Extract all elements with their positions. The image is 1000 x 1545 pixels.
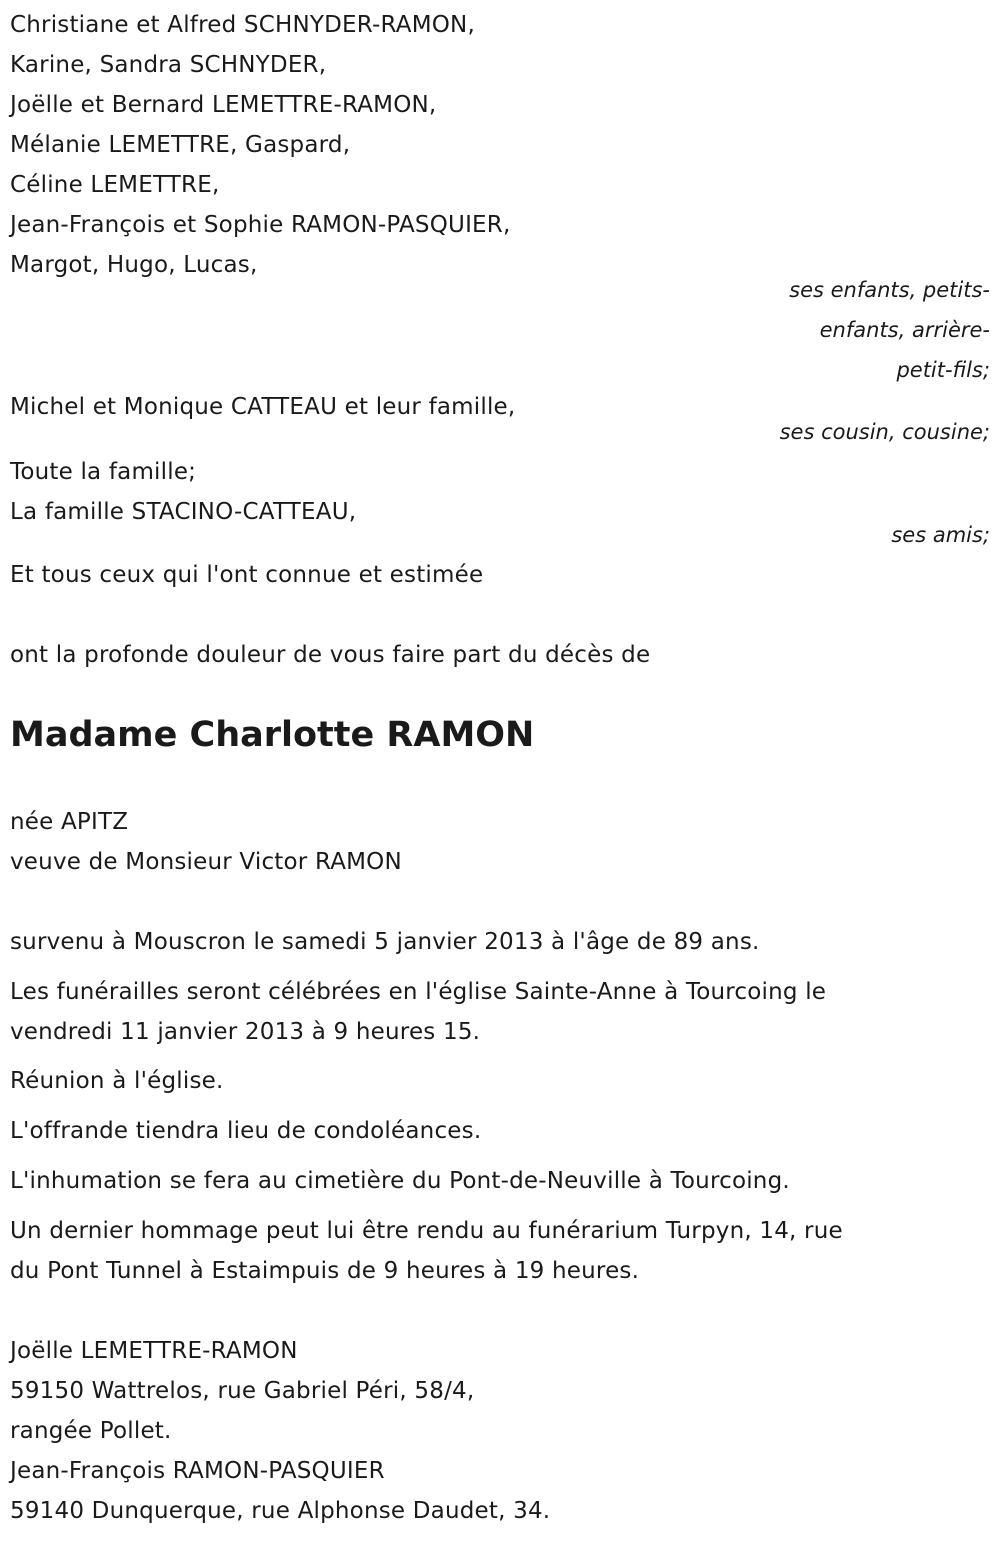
detail-line: Les funérailles seront célébrées en l'église Sainte-Anne à Tourcoing le — [10, 979, 827, 1005]
family-line: Jean-François et Sophie RAMON-PASQUIER, — [10, 212, 511, 238]
announce-line: ont la profonde douleur de vous faire part du décès de — [10, 642, 651, 668]
address-line: 59140 Dunquerque, rue Alphonse Daudet, 34. — [10, 1498, 551, 1524]
others-line: Et tous ceux qui l'ont connue et estimée — [10, 562, 484, 588]
family-line: Mélanie LEMETTRE, Gaspard, — [10, 132, 351, 158]
deceased-name: Madame Charlotte RAMON — [10, 715, 535, 755]
role-cousins: ses cousin, cousine; — [779, 420, 990, 444]
address-line: Jean-François RAMON-PASQUIER — [10, 1458, 385, 1484]
role-children: petit-fils; — [896, 358, 990, 382]
role-children: ses enfants, petits- — [789, 278, 990, 302]
widow-line: veuve de Monsieur Victor RAMON — [10, 849, 402, 875]
family-line: Christiane et Alfred SCHNYDER-RAMON, — [10, 12, 475, 38]
born-line: née APITZ — [10, 809, 129, 835]
family-line: Céline LEMETTRE, — [10, 172, 220, 198]
family-line: Joëlle et Bernard LEMETTRE-RAMON, — [10, 92, 437, 118]
address-line: Joëlle LEMETTRE-RAMON — [10, 1338, 298, 1364]
friends-line: La famille STACINO-CATTEAU, — [10, 499, 357, 525]
family-line: Margot, Hugo, Lucas, — [10, 252, 258, 278]
detail-line: L'inhumation se fera au cimetière du Pont-de-Neuville à Tourcoing. — [10, 1168, 790, 1194]
detail-line: survenu à Mouscron le samedi 5 janvier 2013 à l'âge de 89 ans. — [10, 929, 760, 955]
address-line: rangée Pollet. — [10, 1418, 172, 1444]
detail-line: du Pont Tunnel à Estaimpuis de 9 heures à 19 heures. — [10, 1258, 640, 1284]
detail-line: L'offrande tiendra lieu de condoléances. — [10, 1118, 482, 1144]
role-friends: ses amis; — [891, 523, 990, 547]
detail-line: Un dernier hommage peut lui être rendu au funérarium Turpyn, 14, rue — [10, 1218, 843, 1244]
address-line: 59150 Wattrelos, rue Gabriel Péri, 58/4, — [10, 1378, 475, 1404]
role-children: enfants, arrière- — [819, 318, 990, 342]
cousins-line: Michel et Monique CATTEAU et leur famille, — [10, 394, 516, 420]
all-family-line: Toute la famille; — [10, 459, 197, 485]
family-line: Karine, Sandra SCHNYDER, — [10, 52, 327, 78]
detail-line: Réunion à l'église. — [10, 1068, 224, 1094]
detail-line: vendredi 11 janvier 2013 à 9 heures 15. — [10, 1019, 481, 1045]
